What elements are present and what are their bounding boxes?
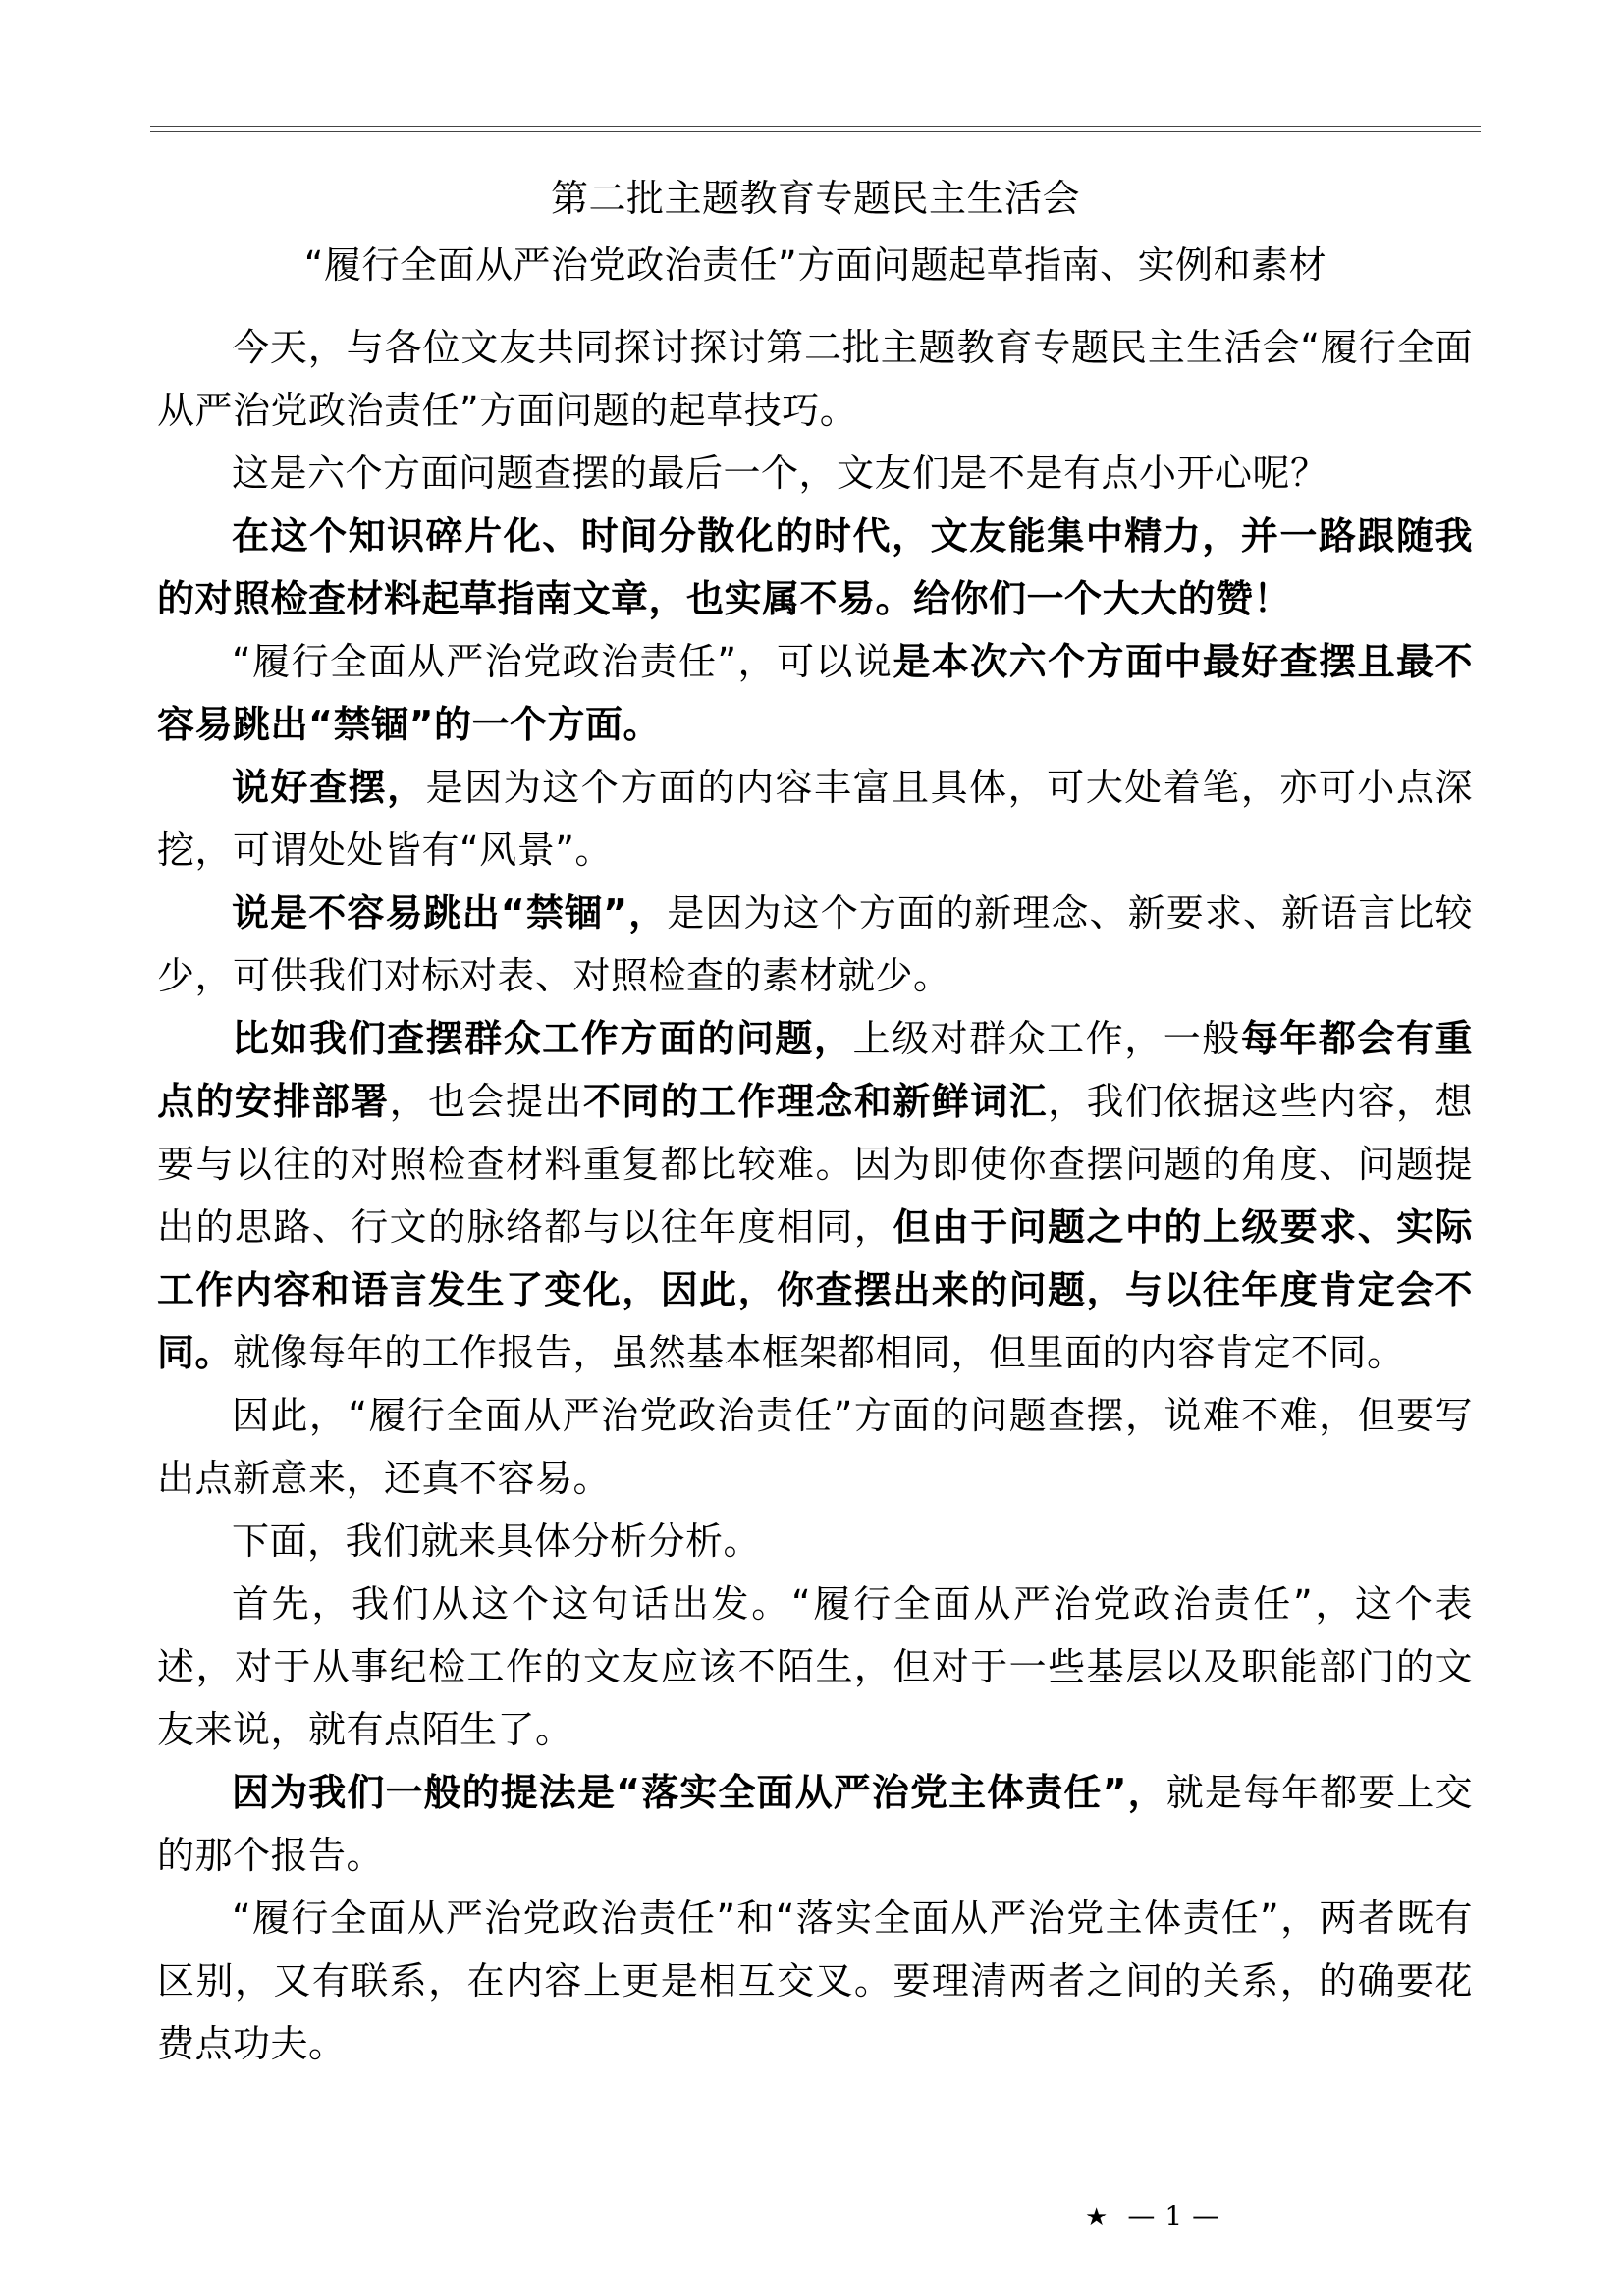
paragraph-5-bold: 说好查摆， [232,766,426,809]
paragraph-4-text: “履行全面从严治党政治责任”，可以说 [232,640,893,683]
paragraph-7-bold-e: 不同的工作理念和新鲜词汇 [582,1080,1049,1123]
document-title [150,165,1481,298]
paragraph-7-bold-c: 每年都会有重点的安排部署 [157,1017,1473,1123]
paragraph-6-bold: 说是不容易跳出“禁锢”， [232,891,668,934]
page-number: 1 [1164,2200,1183,2232]
paragraph-9: 下面，我们就来具体分析分析。 [232,1520,762,1563]
page-footer [1085,2197,1262,2237]
paragraph-6-text: 是因为这个方面的新理念、新要求、新语言比较少，可供我们对标对表、对照检查的素材就少。 [157,891,1473,997]
paragraph-1: 今天，与各位文友共同探讨探讨第二批主题教育专题民主生活会“履行全面从严治党政治责任”方面问题的起草技巧。 [157,326,1473,432]
footer-dash-left: — [1127,2200,1156,2232]
paragraph-10: 首先，我们从这个这句话出发。“履行全面从严治党政治责任”，这个表述，对于从事纪检工作的文友应该不陌生，但对于一些基层以及职能部门的文友来说，就有点陌生了。 [157,1582,1473,1751]
paragraph-8: 因此，“履行全面从严治党政治责任”方面的问题查摆，说难不难，但要写出点新意来，还真不容易。 [157,1394,1473,1500]
title-line-2: “履行全面从严治党政治责任”方面问题起草指南、实例和素材 [303,243,1327,287]
paragraph-4 [157,630,1473,756]
paragraph-3-bold: 在这个知识碎片化、时间分散化的时代，文友能集中精力，并一路跟随我的对照检查材料起草指南文章，也实属不易。给你们一个大大的赞！ [157,514,1473,620]
footer-dash-right: — [1192,2200,1220,2232]
paragraph-7-bold-g: 但由于问题之中的上级要求、实际工作内容和语言发生了变化，因此，你查摆出来的问题，与以往年度肯定会不同。 [157,1205,1473,1374]
star-icon: ★ [1085,2203,1109,2232]
paragraph-7-text-h: 就像每年的工作报告，虽然基本框架都相同，但里面的内容肯定不同。 [233,1331,1405,1374]
document-body [157,316,1473,2075]
paragraph-11 [157,1761,1473,1887]
paragraph-11-text: 就是每年都要上交的那个报告。 [157,1771,1473,1877]
paragraph-11-bold: 因为我们一般的提法是“落实全面从严治党主体责任”， [232,1771,1166,1814]
header-rule-top [150,126,1481,127]
paragraph-3 [157,505,1473,630]
paragraph-7-text-f: ，我们依据这些内容，想要与以往的对照检查材料重复都比较难。因为即使你查摆问题的角度、问题提出的思路、行文的脉络都与以往年度相同， [157,1080,1473,1249]
title-line-1: 第二批主题教育专题民主生活会 [550,177,1080,220]
paragraph-12: “履行全面从严治党政治责任”和“落实全面从严治党主体责任”，两者既有区别，又有联系，在内容上更是相互交叉。要理清两者之间的关系，的确要花费点功夫。 [157,1896,1473,2065]
paragraph-7 [157,1007,1473,1384]
paragraph-7-text-b: 上级对群众工作，一般 [852,1017,1241,1060]
paragraph-5-text: 是因为这个方面的内容丰富且具体，可大处着笔，亦可小点深挖，可谓处处皆有“风景”。 [157,766,1473,872]
header-rule-bottom [150,131,1481,132]
paragraph-4-bold: 是本次六个方面中最好查摆且最不容易跳出“禁锢”的一个方面。 [157,640,1473,746]
paragraph-6 [157,881,1473,1007]
paragraph-7-bold-a: 比如我们查摆群众工作方面的问题， [232,1017,853,1060]
paragraph-2: 这是六个方面问题查摆的最后一个，文友们是不是有点小开心呢？ [232,452,1328,495]
paragraph-5 [157,756,1473,881]
paragraph-7-text-d: ，也会提出 [389,1080,583,1123]
